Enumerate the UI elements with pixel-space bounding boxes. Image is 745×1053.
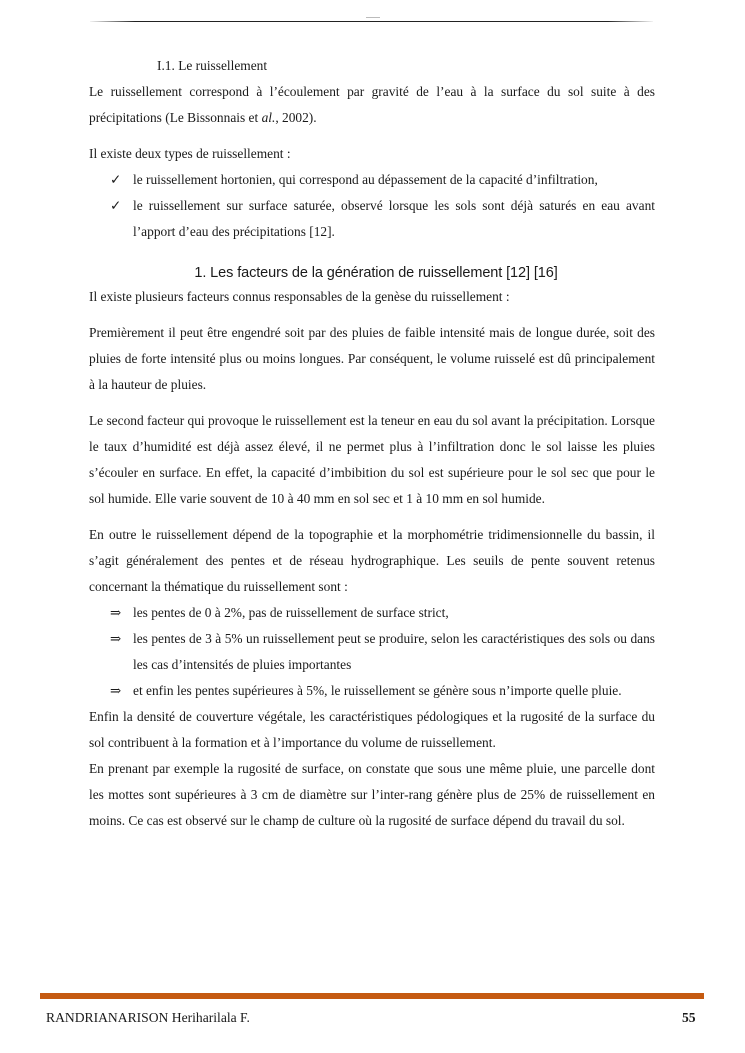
page-number: 55: [682, 1010, 696, 1025]
header-rule-mark: [366, 17, 380, 18]
types-intro: Il existe deux types de ruissellement :: [89, 146, 291, 161]
list-item: [89, 193, 655, 245]
list-item: [89, 167, 655, 193]
implies-arrow-icon: ⇒: [110, 605, 122, 620]
section-title: I.1. Le ruissellement: [157, 58, 268, 73]
slope-thresholds-list: [89, 600, 655, 704]
list-item: [89, 600, 655, 626]
runoff-types-list: [89, 167, 655, 245]
list-item-text: le ruissellement sur surface saturée, observé lorsque les sols sont déjà saturés en eau avant l’apport d’eau des précipitations [12].: [133, 198, 655, 239]
header-rule: [90, 21, 653, 22]
paragraph-soil-moisture: Le second facteur qui provoque le ruissellement est la teneur en eau du sol avant la précipitation. Lorsque le taux d’humidité est déjà assez élevé, il ne permet plus à l’infiltration donc le sol laisse les pluies s’écouler en surface. En effet, la capacité d’imbibition du sol est supérieure pour le sol sec que pour le sol humide. Elle varie souvent de 10 à 40 mm en sol sec et 1 à 10 mm en sol humide.: [89, 413, 655, 506]
list-item-text: et enfin les pentes supérieures à 5%, le ruissellement se génère sous n’importe quelle pluie.: [133, 683, 622, 698]
paragraph-topography: En outre le ruissellement dépend de la topographie et la morphométrie tridimensionnelle du bassin, il s’agit généralement des pentes et de réseau hydrographique. Les seuils de pente souvent retenus concernant la thématique du ruissellement sont :: [89, 527, 655, 594]
paragraph-rainfall: Premièrement il peut être engendré soit par des pluies de faible intensité mais de longue durée, soit des pluies de forte intensité plus ou moins longues. Par conséquent, le volume ruisselé est dû principalement à la hauteur de pluies.: [89, 325, 655, 392]
list-item: [89, 626, 655, 678]
implies-arrow-icon: ⇒: [110, 683, 122, 698]
implies-arrow-icon: ⇒: [110, 631, 122, 646]
checkmark-icon: ✓: [110, 172, 122, 187]
paragraph-vegetation: Enfin la densité de couverture végétale, les caractéristiques pédologiques et la rugosité de la surface du sol contribuent à la formation et à l’importance du volume de ruissellement.: [89, 709, 655, 750]
intro-italic: al.: [261, 110, 276, 125]
checkmark-icon: ✓: [110, 198, 122, 213]
list-item-text: les pentes de 0 à 2%, pas de ruissellement de surface strict,: [133, 605, 449, 620]
subsection-heading: 1. Les facteurs de la génération de ruissellement [12] [16]: [194, 265, 558, 281]
factors-intro: Il existe plusieurs facteurs connus responsables de la genèse du ruissellement :: [89, 289, 510, 304]
footer-author: RANDRIANARISON Heriharilala F.: [46, 1010, 250, 1025]
list-item: [89, 678, 655, 704]
paragraph-roughness: En prenant par exemple la rugosité de surface, on constate que sous une même pluie, une parcelle dont les mottes sont supérieures à 3 cm de diamètre sur l’inter-rang génère plus de 25% de ruissellement en moins. Ce cas est observé sur le champ de culture où la rugosité de surface dépend du travail du sol.: [89, 761, 655, 828]
intro-paragraph: [89, 79, 655, 131]
intro-citation: , 2002).: [275, 110, 317, 125]
intro-text: Le ruissellement correspond à l’écoulement par gravité de l’eau à la surface du sol suite à des précipitations (Le Bissonnais et: [89, 84, 655, 125]
page-content: [89, 53, 655, 834]
list-item-text: les pentes de 3 à 5% un ruissellement peut se produire, selon les caractéristiques des sols ou dans les cas d’intensités de pluies importantes: [133, 631, 655, 672]
footer-bar: [40, 993, 704, 999]
list-item-text: le ruissellement hortonien, qui correspond au dépassement de la capacité d’infiltration,: [133, 172, 598, 187]
